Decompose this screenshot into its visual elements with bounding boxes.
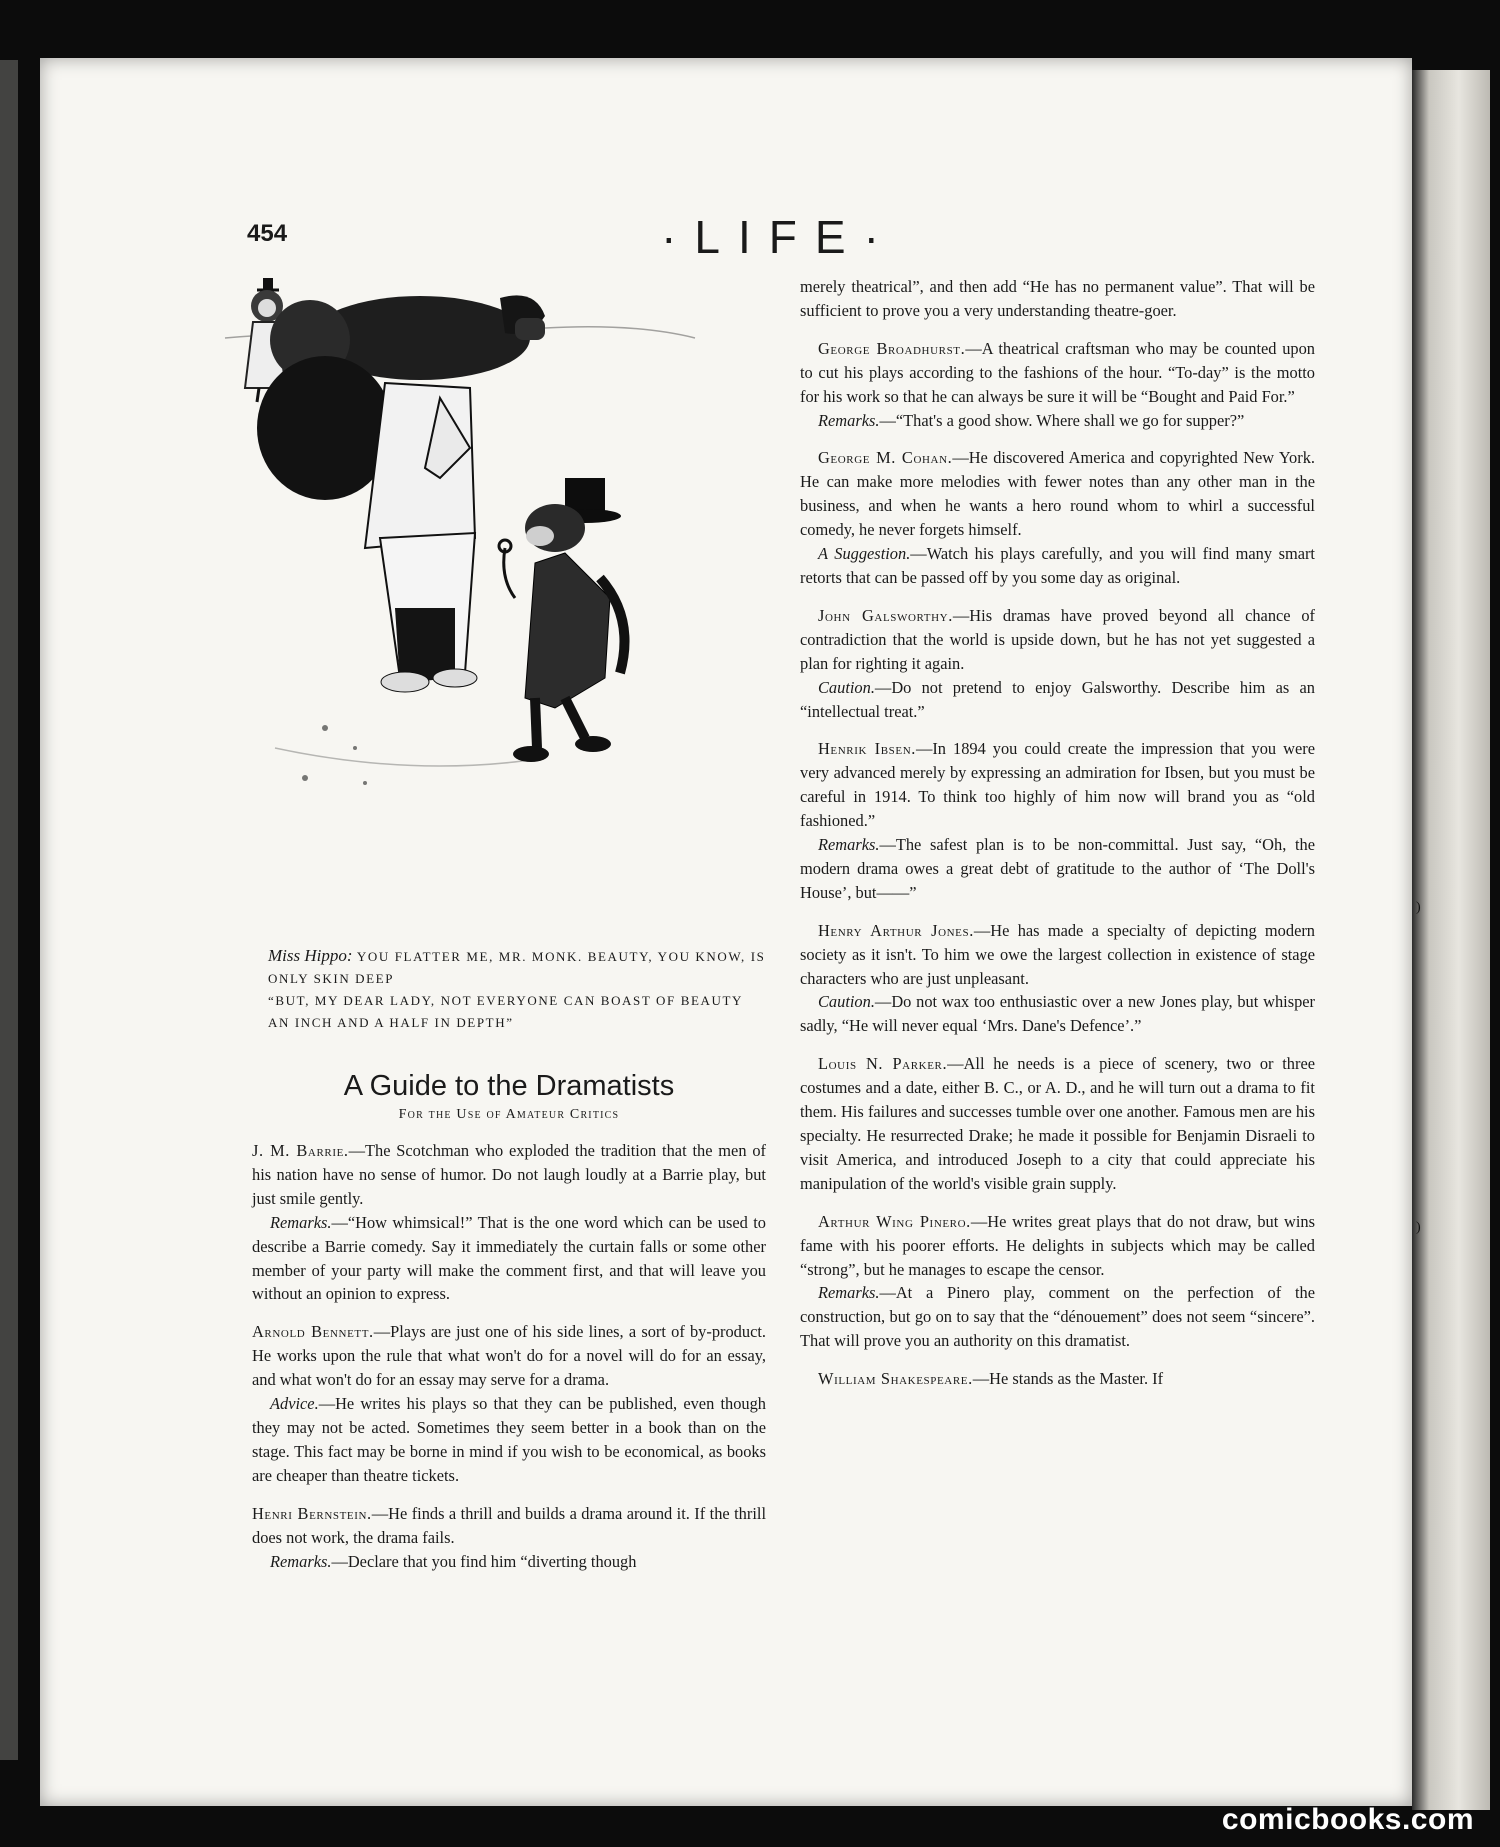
dramatist-name: John Galsworthy. xyxy=(818,605,953,625)
entry-text: —Plays are just one of his side lines, a sort of by-product. He works upon the rule that what won't do for a novel will do for an essay, and what won't do for an essay may serve for a drama. xyxy=(252,1322,767,1390)
entry-text: —The Scotchman who exploded the tradition that the men of his nation have no sense of humor. Do not laugh loudly at a Barrie play, but just smile gently. xyxy=(252,1141,766,1208)
entry-label: Remarks. xyxy=(818,1283,880,1303)
article-subtitle: For the Use of Amateur Critics xyxy=(398,1107,620,1122)
caption-line-1: YOU FLATTER ME, MR. MONK. BEAUTY, YOU KNOW, IS ONLY SKIN DEEP xyxy=(268,949,766,986)
entry-label-text: —At a Pinero play, comment on the perfection of the construction, but go on to say that the “dénouement” does not seem “sincere”. That will prove you an authority on this dramatist. xyxy=(800,1283,1315,1351)
entry-broadhurst xyxy=(800,337,1315,433)
entry-label-text: —Do not pretend to enjoy Galsworthy. Describe him as an “intellectual treat.” xyxy=(800,677,1315,721)
caption-speaker: Miss Hippo: xyxy=(268,946,353,965)
entry-text: —A theatrical craftsman who may be counted upon to cut his plays according to the fashions of the hour. “To-day” is the motto for his work so that he can always be sure it will be “Bought and Paid For.” xyxy=(800,338,1315,406)
entry-label: Remarks. xyxy=(818,410,880,430)
entry-parker xyxy=(800,1052,1315,1195)
entry-text: —All he needs is a piece of scenery, two or three costumes and a date, either B. C., or A. D., and he will turn out a drama to fit them. His failures and successes tumble over one another. Famous men are his specialty. He resurrected Drake; he made it possible for Benjamin Disraeli to visit America, and introduced Joseph to a city that could appreciate his manipulation of the world's visible grain supply. xyxy=(800,1054,1315,1193)
entry-text: —In 1894 you could create the impression that you were very advanced merely by expressing an admiration for Ibsen, but you must be careful in 1914. To think too highly of him now will brand you as “old fashioned.” xyxy=(800,739,1315,831)
dramatist-name: Henrik Ibsen. xyxy=(818,739,916,759)
entry-galsworthy xyxy=(800,604,1315,724)
continued-text: merely theatrical”, and then add “He has no permanent value”. That will be sufficient to prove you a very understanding theatre-goer. xyxy=(800,277,1315,320)
entry-text: —He stands as the Master. If xyxy=(972,1369,1164,1389)
monkey-figure xyxy=(499,478,625,762)
entry-label: Remarks. xyxy=(270,1551,332,1571)
entry-text: —He has made a specialty of depicting modern society as it isn't. To him we owe the largest collection in existence of stage characters who are just unpleasant. xyxy=(800,920,1315,988)
article-column-left xyxy=(252,1070,766,1587)
entry-label-text: —“How whimsical!” That is the one word which can be used to describe a Barrie comedy. Say it immediately the curtain falls or some other member of your party will make the comment first, and that will leave you without an opinion to express. xyxy=(252,1212,766,1304)
edge-mark: ) xyxy=(1416,1220,1421,1235)
entry-label: Advice. xyxy=(270,1394,319,1414)
entry-text: —He writes great plays that do not draw, but wins fame with his poorer efforts. He delights in subjects which may be called “strong”, but he manages to escape the censor. xyxy=(800,1211,1315,1279)
hippo-figure xyxy=(257,295,545,692)
entry-label-text: —He writes his plays so that they can be published, even though they may not be acted. Sometimes they seem better in a book than on the stage. This fact may be borne in mind if you wish to be economical, as books are cheaper than theatre tickets. xyxy=(252,1394,766,1485)
entry-label-text: —The safest plan is to be non-committal. Just say, “Oh, the modern drama owes a great debt of gratitude to the author of ‘The Doll's House’, but——” xyxy=(800,835,1315,902)
entry-text: —He finds a thrill and builds a drama around it. If the thrill does not work, the drama fails. xyxy=(252,1503,766,1547)
dramatist-name: Henri Bernstein. xyxy=(252,1503,372,1523)
dramatist-name: George Broadhurst. xyxy=(818,338,966,358)
entry-label: Remarks. xyxy=(818,835,880,855)
dramatist-name: J. M. Barrie. xyxy=(252,1141,349,1160)
magazine-title: ·LIFE· xyxy=(661,211,897,263)
entry-label: Caution. xyxy=(818,677,875,697)
entry-bennett xyxy=(252,1320,766,1487)
page-header xyxy=(247,210,1311,263)
entry-text: —His dramas have proved beyond all chance of contradiction that the world is upside down, but he has not yet suggested a plan for righting it again. xyxy=(800,605,1315,673)
next-page-edge xyxy=(1412,70,1490,1810)
dramatist-name: Arnold Bennett. xyxy=(252,1322,374,1342)
dramatist-name: Arthur Wing Pinero. xyxy=(818,1211,971,1231)
entry-label-text: —Do not wax too enthusiastic over a new Jones play, but whisper sadly, “He will never equal ‘Mrs. Dane's Defence’.” xyxy=(800,992,1315,1036)
entry-label-text: —Watch his plays carefully, and you will find many smart retorts that can be passed off by you some day as original. xyxy=(800,544,1315,587)
dramatist-name: George M. Cohan. xyxy=(818,448,953,468)
entry-text: —He discovered America and copyrighted New York. He can make more melodies with fewer notes than any other man in the business, and when he wants a hero round whom to whirl a successful comedy, he never forgets himself. xyxy=(800,448,1315,540)
entry-cohan xyxy=(800,446,1315,589)
entry-label-text: —Declare that you find him “diverting though xyxy=(331,1551,637,1571)
site-watermark: comicbooks.com xyxy=(1221,1803,1474,1836)
entry-continuation xyxy=(800,275,1315,323)
article-column-right xyxy=(800,275,1315,1405)
entry-jones xyxy=(800,919,1315,1039)
entry-label: A Suggestion. xyxy=(818,544,911,564)
dramatist-name: William Shakespeare. xyxy=(818,1369,973,1389)
cartoon-illustration xyxy=(215,278,775,938)
entry-barrie xyxy=(252,1139,766,1306)
entry-shakespeare xyxy=(800,1367,1315,1391)
page-number: 454 xyxy=(247,220,288,247)
entry-label-text: —“That's a good show. Where shall we go for supper?” xyxy=(879,410,1245,430)
caption-line-2: “BUT, MY DEAR LADY, NOT EVERYONE CAN BOAST OF BEAUTY AN INCH AND A HALF IN DEPTH” xyxy=(268,993,743,1030)
entry-label: Remarks. xyxy=(270,1212,332,1232)
entry-bernstein xyxy=(252,1502,766,1574)
article-title: A Guide to the Dramatists xyxy=(343,1070,675,1102)
entry-label: Caution. xyxy=(818,992,875,1012)
dramatist-name: Louis N. Parker. xyxy=(818,1054,948,1074)
entry-ibsen xyxy=(800,737,1315,904)
edge-mark: ) xyxy=(1416,900,1421,915)
entry-pinero xyxy=(800,1210,1315,1353)
illustration-caption xyxy=(268,945,768,1034)
left-page-edge xyxy=(0,60,18,1760)
dramatist-name: Henry Arthur Jones. xyxy=(818,920,974,940)
